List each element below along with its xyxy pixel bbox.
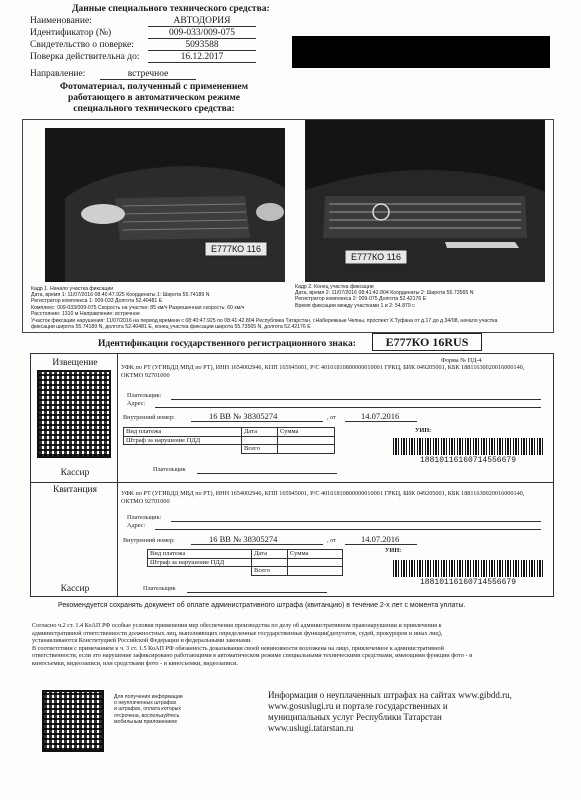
redacted-block [292, 36, 550, 68]
app-qr-code [42, 690, 104, 752]
info-line: www.uslugi.tatarstan.ru [268, 723, 354, 733]
receipt-recipient: УФК по РТ (УГИБДД МВД по РТ), ИНН 1654002946, КПП 165945001, Р/С 40101810800000010001 ГРКЦ, БИК 049205001, КБК 18811630020016000140, ОКТМО 92701000 [121, 490, 525, 505]
notice-col-sum: Сумма [278, 428, 335, 437]
notice-date-prefix: , от [327, 414, 336, 421]
info-line: Информация о неуплаченных штрафах на сайтах www.gibdd.ru, [268, 690, 512, 700]
receipt-col-date: Дата [252, 550, 288, 559]
fines-info [268, 690, 548, 734]
field-label-cert: Свидетельство о поверке: [30, 40, 134, 50]
receipt-internal-label: Внутренний номер: [123, 537, 175, 544]
caption-1-line: Комплекс: 009-033/009-075 Скорость на участке: 85 км/ч Разрешенная скорость: 60 км/ч [31, 304, 245, 311]
info-line: муниципальных услуг Республики Татарстан [268, 712, 442, 722]
receipt-payer-line [171, 521, 541, 522]
qr-note-line: отсрочена, воспользуйтесь [114, 712, 180, 719]
caption-2-line: Время фиксации между участками 1 и 2: 54.879 с [295, 302, 415, 309]
caption-1-line: Расстояние: 1310 м Направление: встречное [31, 310, 140, 317]
plate-text-1: Е777КО 116 [210, 244, 262, 254]
legal-notes [32, 622, 544, 667]
receipt-payer-sign-line [187, 592, 327, 593]
receipt-date-value: 14.07.2016 [361, 534, 400, 544]
receipt-total-spacer [148, 567, 252, 576]
legal-line: ответственности, если это нарушение зафиксировано работающими в автоматическом режиме специальными техническими средствами, имеющими функции фото - и [32, 652, 473, 659]
receipt-payment-type: Штраф за нарушение ПДД [148, 558, 252, 567]
notice-payment-type: Штраф за нарушение ПДД [124, 436, 242, 445]
caption-2-line: Кадр 2. Конец участка фиксации [295, 284, 374, 290]
receipt-date-line [345, 544, 417, 545]
receipt-address-label: Адрес: [127, 522, 146, 529]
notice-recipient: УФК по РТ (УГИБДД МВД по РТ), ИНН 1654002946, КПП 165945001, Р/С 40101810800000010001 ГРКЦ, БИК 049205001, КБК 18811630020016000140, ОКТМО 92701000 [121, 364, 525, 379]
photo-frame [22, 119, 554, 333]
receipt-payment-sum [288, 558, 343, 567]
camera-photo-2 [305, 120, 545, 282]
plate-text-2: Е777КО 116 [350, 252, 402, 262]
receipt-date-prefix: , от [327, 537, 336, 544]
qr-note-line: Для получения информации [114, 694, 183, 700]
qr-note-line: мобильным приложением [114, 718, 177, 725]
notice-barcode [393, 438, 543, 455]
notice-payment-sum [278, 436, 335, 445]
notice-total-label: Всего [242, 445, 278, 454]
app-qr-note [114, 694, 224, 725]
field-label-name: Наименование: [30, 16, 92, 26]
receipt-payment-date [252, 558, 288, 567]
notice-cashier: Кассир [60, 468, 90, 478]
caption-1-line: Кадр 1. Начало участка фиксации [31, 286, 114, 292]
notice-total-spacer [124, 445, 242, 454]
receipt-total-sum [288, 567, 343, 576]
notice-address-label: Адрес: [127, 400, 146, 407]
field-label-valid: Поверка действительна до: [30, 52, 140, 62]
receipt-uin-label: УИН: [385, 547, 402, 554]
notice-payer-line [171, 399, 541, 400]
payment-slip [30, 353, 554, 597]
receipt-barcode [393, 560, 543, 577]
legal-line: В соответствии с примечанием к ч. 3 ст. 1.5 КоАП РФ обязанность доказывания своей невиновности возложена на лицо, привлеченное к административной [32, 644, 444, 652]
photo-2-caption [295, 284, 551, 309]
field-value-id: 009-033/009-075 [148, 28, 256, 39]
photo-1-caption [31, 286, 291, 317]
car-front-image-2 [305, 120, 545, 282]
notice-payment-date [242, 436, 278, 445]
notice-payer-sign-label: Плательщик [153, 466, 186, 473]
info-line: www.gosuslugi.ru и портале государственных и [268, 701, 448, 711]
legal-line: киносъемки, видеозаписи, или средствами фото - и киносъемки, видеозаписи. [32, 659, 238, 667]
receipt-internal-value: 16 ВВ № 38305274 [209, 534, 278, 544]
notice-internal-value: 16 ВВ № 38305274 [209, 411, 278, 421]
receipt-payer-label: Плательщик: [127, 514, 162, 521]
qr-note-line: о неуплаченных штрафах [114, 700, 177, 707]
qr-note-line: и штрафах, оплата которых [114, 706, 181, 713]
field-value-valid: 16.12.2017 [148, 52, 256, 63]
plate-id-value: Е777КО 16RUS [372, 333, 482, 351]
caption-1-line: Регистратор комплекса 1: 009-033 Долгота 52.40481 E [31, 298, 163, 305]
legal-line: Согласно ч.2 ст. 1.4 КоАП РФ особые условия применения мер обеспечения производства по делу об административном правонарушении и привлечения к [32, 622, 442, 629]
notice-internal-line [191, 421, 323, 422]
notice-internal-label: Внутренний номер: [123, 414, 175, 421]
field-label-id: Идентификатор (№) [30, 28, 112, 38]
notice-side-title: Извещение [52, 358, 98, 368]
location-line: фиксации широта 55.74189 N, долгота 52.40481 E, конец участка фиксации широта 55.73565 N, долгота 52.42176 E [31, 324, 311, 331]
field-value-direction: встречное [100, 69, 196, 80]
notice-col-type: Вид платежа [124, 428, 242, 437]
notice-total-sum [278, 445, 335, 454]
notice-payer-label: Плательщик: [127, 392, 162, 399]
notice-uin-label: УИН: [415, 427, 432, 434]
recommendation-text: Рекомендуется сохранять документ об оплате административного штрафа (квитанцию) в течение 2-х лет с момента уплаты. [58, 602, 466, 609]
field-label-direction: Направление: [30, 69, 86, 79]
legal-line: устанавливаются Конституцией Российской Федерации и федеральными законами. [32, 637, 252, 644]
field-value-cert: 5093588 [148, 40, 256, 51]
field-value-name: АВТОДОРИЯ [148, 16, 256, 27]
receipt-address-line [155, 529, 541, 530]
notice-date-line [345, 421, 417, 422]
receipt-side-title: Квитанция [52, 485, 97, 495]
legal-line: административной ответственности должностных лиц, выполняющих определенные государственные функции(депутатов, судей, прокуроров и иных лиц), [32, 629, 443, 637]
notice-date-value: 14.07.2016 [361, 411, 400, 421]
photo-section-title: Фотоматериал, полученный с применением работающего в автоматическом режиме специального технического средства: [59, 82, 249, 114]
receipt-barcode-number: 18810116160714556679 [419, 578, 516, 587]
location-line: Участок фиксации нарушения: 11/07/2016 на период времени с 08:40:47.925 по 08:41:42.804 Республика Татарстан, г.Набережные Челны, проспект Х.Туфана от д.17 до д.34/08, начало участка [31, 318, 498, 324]
caption-2-line: Регистратор комплекса 2: 009-075 Долгота 52.42176 E [295, 296, 427, 303]
notice-address-line [155, 407, 541, 408]
camera-photo-1 [45, 128, 285, 282]
receipt-payer-sign-label: Плательщик [143, 585, 176, 592]
notice-qr-code [37, 370, 111, 458]
caption-2-line: Дата, время 2: 11/07/2016 08:41:42.804 Координаты 2: Широта 55.73565 N [295, 290, 474, 297]
notice-barcode-number: 18810116160714556679 [419, 456, 516, 465]
receipt-payment-table [147, 549, 343, 576]
plate-id-label: Идентификация государственного регистрационного знака: [98, 339, 356, 349]
notice-col-date: Дата [242, 428, 278, 437]
receipt-col-type: Вид платежа [148, 550, 252, 559]
notice-payment-table [123, 427, 335, 454]
header-title: Данные специального технического средства: [72, 4, 270, 14]
notice-payer-sign-line [197, 473, 337, 474]
receipt-total-label: Всего [252, 567, 288, 576]
caption-1-line: Дата, время 1: 11/07/2016 08:40:47.925 Координаты 1: Широта 55.74189 N [31, 292, 210, 299]
receipt-col-sum: Сумма [288, 550, 343, 559]
violation-location [31, 318, 551, 330]
notice-form-number: Форма № ПД-4 [441, 357, 482, 364]
receipt-cashier: Кассир [60, 584, 90, 594]
car-front-image-1 [45, 128, 285, 282]
receipt-internal-line [191, 544, 323, 545]
